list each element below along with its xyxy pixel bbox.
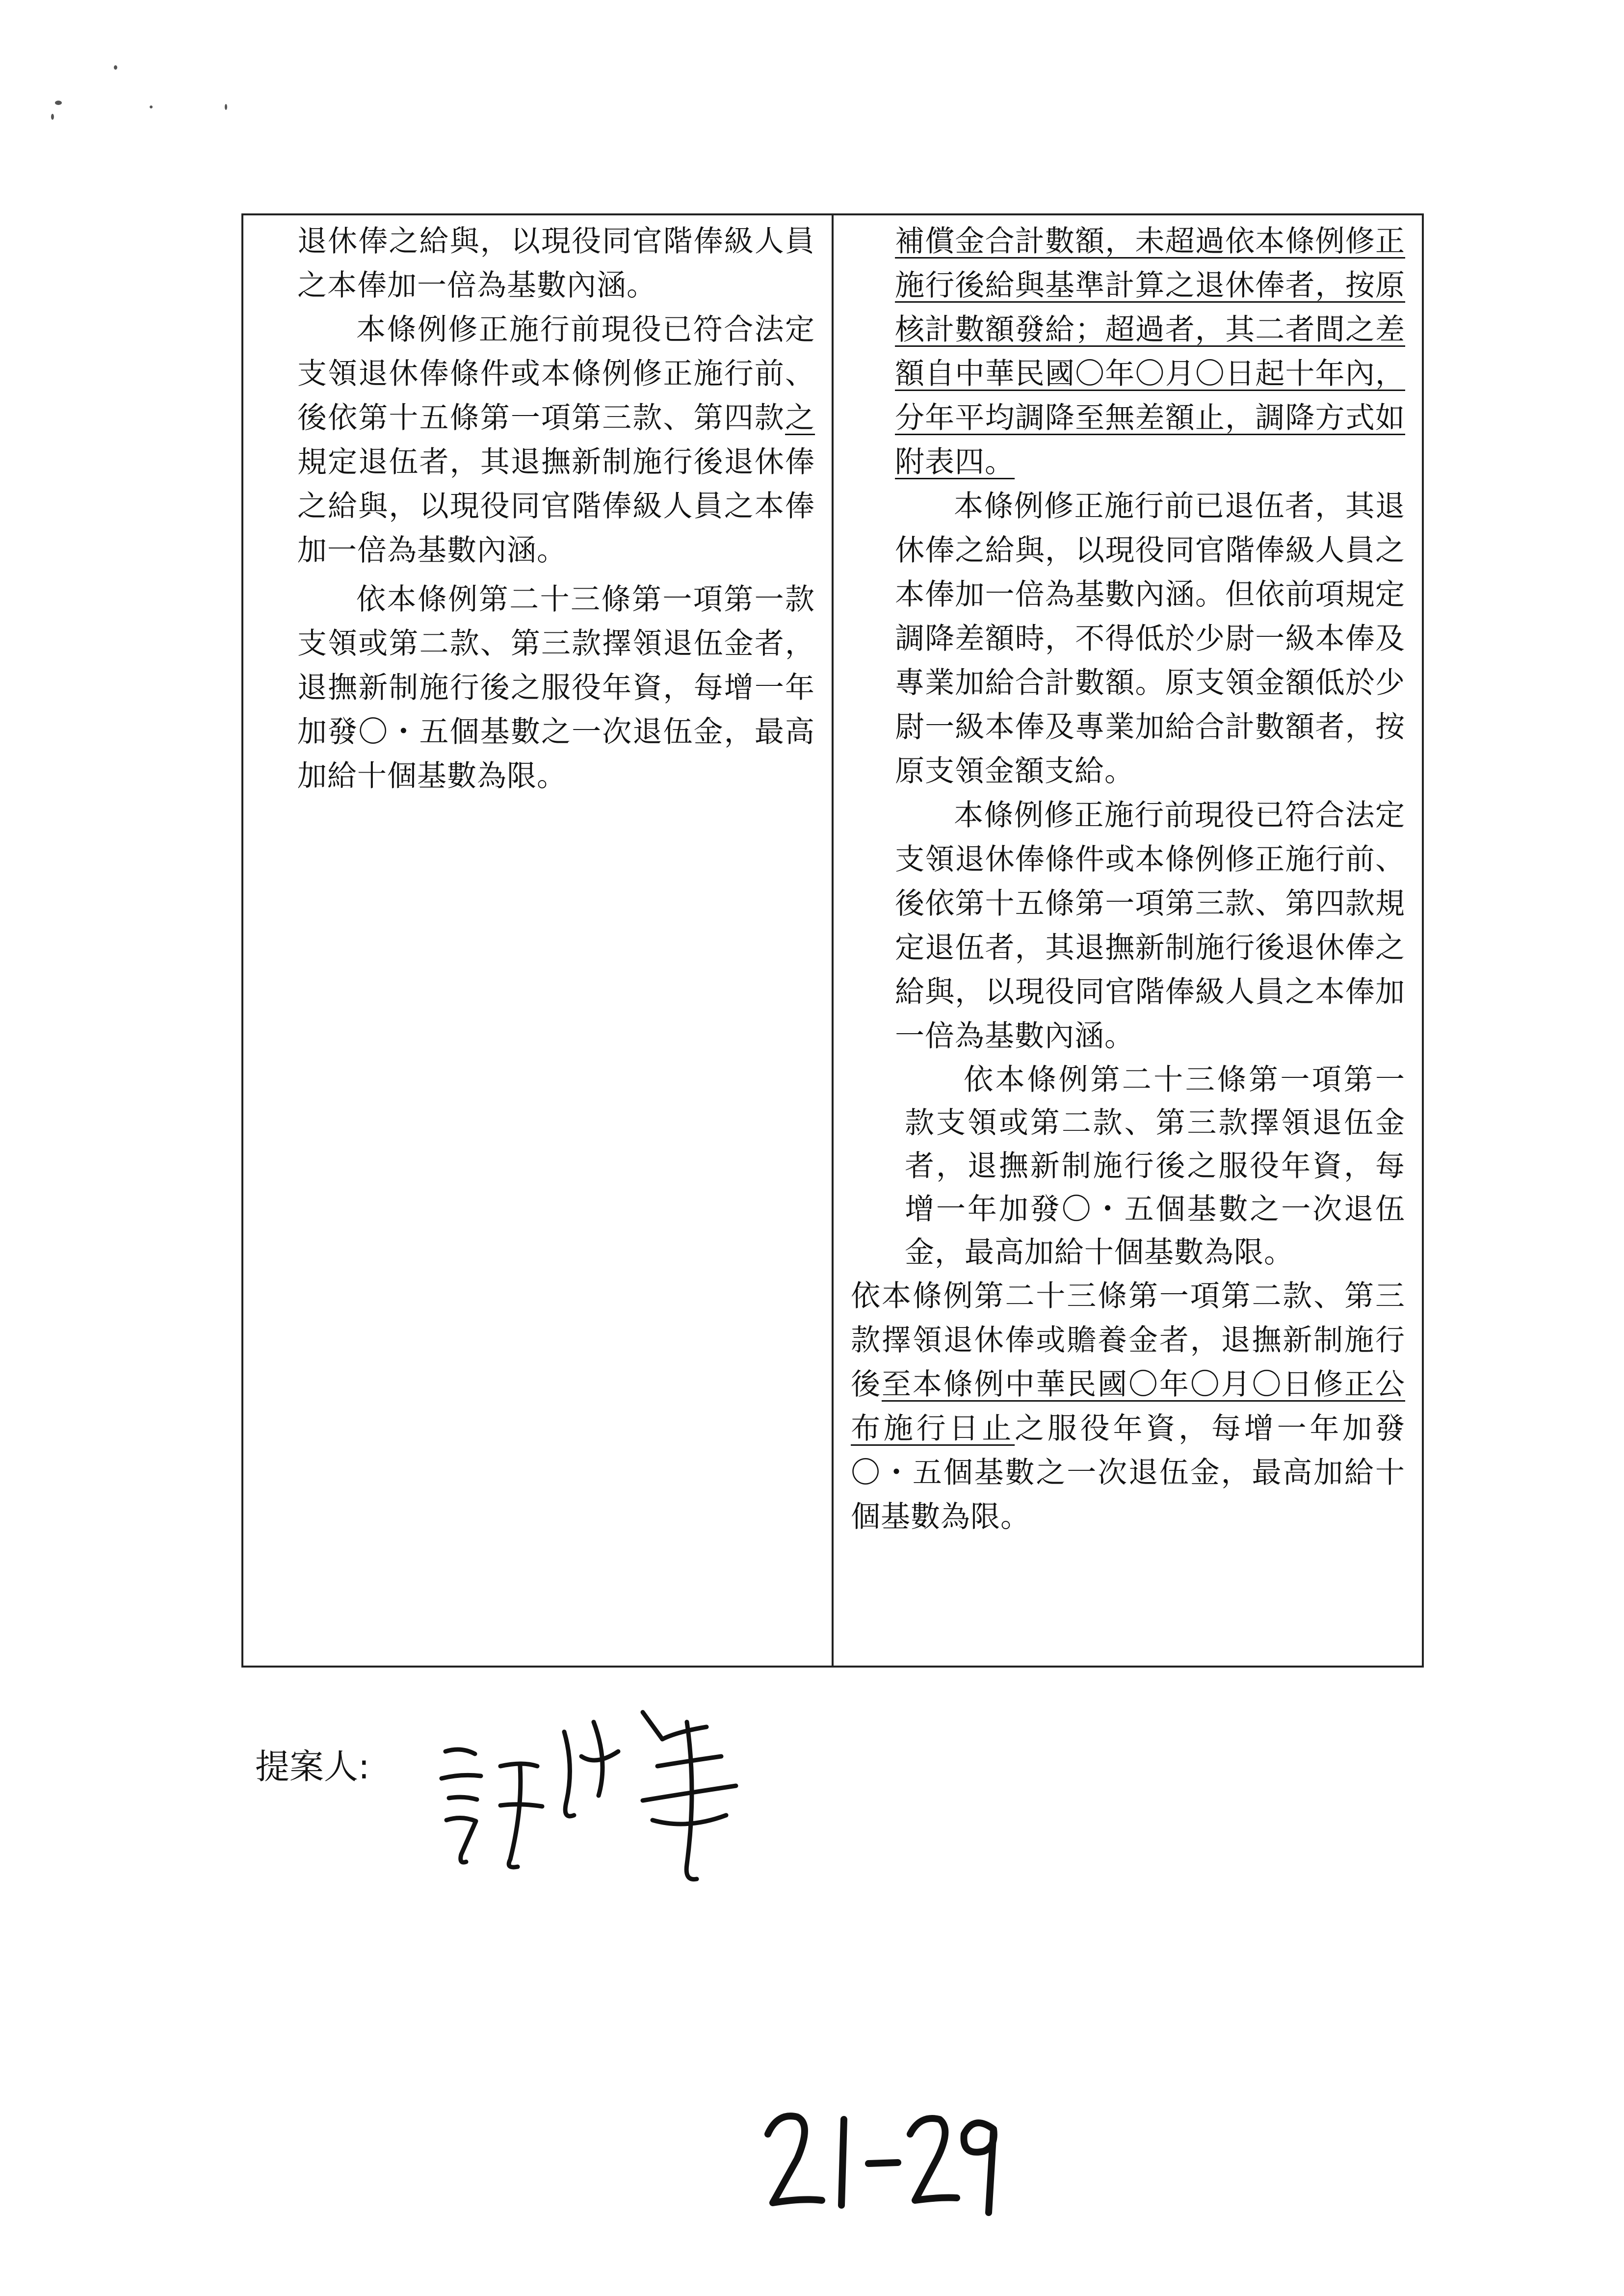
- left-column: [243, 215, 834, 1666]
- comparison-table: [241, 213, 1424, 1668]
- right-paragraph-1: [851, 219, 1405, 484]
- right-paragraph-5-text-b: 之服役年資，每增一年加發〇・五個基數之一次退伍金，最高加給十個基數為限。: [851, 1411, 1406, 1534]
- right-paragraph-4: 依本條例第二十三條第一項第一款支領或第二款、第三款擇領退伍金者，退撫新制施行後之服役年資，每增一年加發〇・五個基數之一次退伍金，最高加給十個基數為限。: [905, 1063, 1405, 1270]
- left-paragraph-2-text-a: 本條例修正施行前現役已符合法定支領退休俸條件或本條例修正施行前、後依第十五條第一項第三款、第四款: [297, 313, 815, 435]
- right-paragraph-3: 本條例修正施行前現役已符合法定支領退休俸條件或本條例修正施行前、後依第十五條第一項第三款、第四款規定退伍者，其退撫新制施行後退休俸之給與，以現役同官階俸級人員之本俸加一倍為基數內涵。: [895, 798, 1405, 1053]
- left-paragraph-3: 依本條例第二十三條第一項第一款支領或第二款、第三款擇領退伍金者，退撫新制施行後之服役年資，每增一年加發〇・五個基數之一次退伍金，最高加給十個基數為限。: [297, 582, 815, 793]
- right-paragraph-5: [851, 1274, 1405, 1539]
- scan-speck: [225, 104, 227, 110]
- left-paragraph-2-underlined-word: 之: [785, 401, 815, 435]
- right-paragraph-2: 本條例修正施行前已退伍者，其退休俸之給與，以現役同官階俸級人員之本俸加一倍為基數內涵。但依前項規定調降差額時，不得低於少尉一級本俸及專業加給合計數額。原支領金額低於少尉一級本俸及專業加給合計數額者，按原支領金額支給。: [895, 489, 1405, 788]
- scan-speck: [51, 114, 54, 120]
- right-paragraph-5-text-a: 依本條例第二十三條第一項第二款、第三款擇領退休俸或贍養金者，退撫新制施行後: [851, 1279, 1405, 1402]
- left-paragraph-2-text-b: 規定退伍者，其退撫新制施行後退休俸之給與，以現役同官階俸級人員之本俸加一倍為基數內涵。: [297, 445, 815, 568]
- page-number-handwritten: [758, 2100, 1003, 2218]
- right-paragraph-5-underlined: 至本條例中華民國〇年〇月〇日修正公布施行日止: [851, 1367, 1406, 1446]
- right-paragraph-1-underlined: 補償金合計數額，未超過依本條例修正施行後給與基準計算之退休俸者，按原核計數額發給；超過者，其二者間之差額自中華民國〇年〇月〇日起十年內，分年平均調降至無差額止，調降方式如附表四。: [895, 224, 1405, 479]
- left-paragraph-1: 退休俸之給與，以現役同官階俸級人員之本俸加一倍為基數內涵。: [297, 224, 815, 303]
- scan-speck: [55, 101, 62, 105]
- proposer-signature: [432, 1693, 751, 1899]
- scan-speck: [150, 105, 153, 108]
- scan-speck: [114, 65, 117, 70]
- left-paragraph-2: [297, 308, 815, 573]
- right-column: [834, 215, 1422, 1666]
- proposer-label: 提案人:: [255, 1747, 370, 1787]
